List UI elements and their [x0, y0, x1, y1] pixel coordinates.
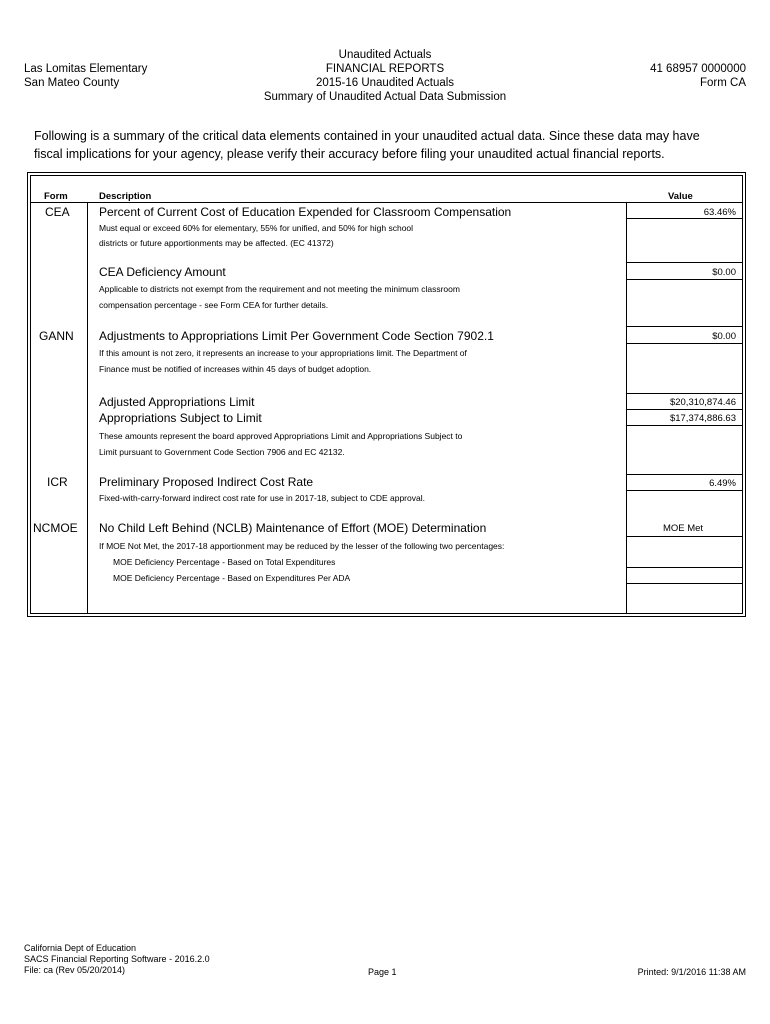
- gann-title: Adjustments to Appropriations Limit Per Government Code Section 7902.1: [99, 329, 494, 343]
- form-code-cea: CEA: [45, 205, 70, 219]
- gann-note-1: If this amount is not zero, it represents an increase to your appropriations limit. The Department of: [99, 348, 467, 358]
- cea-deficiency-value: $0.00: [712, 267, 736, 278]
- cea-note-1: Must equal or exceed 60% for elementary, 55% for unified, and 50% for high school: [99, 223, 414, 233]
- icr-value: 6.49%: [709, 478, 736, 489]
- adjusted-limit-title: Adjusted Appropriations Limit: [99, 395, 255, 409]
- cea-note-2: districts or future apportionments may be affected. (EC 41372): [99, 238, 334, 248]
- ncmoe-title: No Child Left Behind (NCLB) Maintenance of Effort (MOE) Determination: [99, 521, 487, 535]
- printed-timestamp: Printed: 9/1/2016 11:38 AM: [637, 967, 746, 977]
- value-column-divider: [626, 202, 627, 614]
- adjusted-limit-value: $20,310,874.46: [669, 397, 736, 408]
- cea-def-value-rule: [626, 279, 743, 280]
- county-name: San Mateo County: [24, 77, 120, 89]
- report-title-3: 2015-16 Unaudited Actuals: [315, 77, 455, 89]
- adjusted-limit-note-1: These amounts represent the board approved Appropriations Limit and Appropriations Subject to: [99, 431, 463, 441]
- col-value-header: Value: [668, 191, 693, 202]
- gann-value-rule: [626, 343, 743, 344]
- subject-limit-value-rule: [626, 425, 743, 426]
- intro-line-1: Following is a summary of the critical data elements contained in your unaudited actual data. Since these data may have: [34, 129, 700, 143]
- cea-deficiency-title: CEA Deficiency Amount: [99, 265, 226, 279]
- icr-title: Preliminary Proposed Indirect Cost Rate: [99, 475, 314, 489]
- page-number: Page 1: [368, 967, 397, 977]
- icr-value-top: [626, 474, 743, 475]
- header-rule: [30, 202, 743, 203]
- ncmoe-value: MOE Met: [662, 523, 704, 534]
- gann-value: $0.00: [712, 331, 736, 342]
- gann-value-top: [626, 326, 743, 327]
- col-description-header: Description: [99, 191, 152, 202]
- report-title-1: Unaudited Actuals: [338, 49, 432, 61]
- cds-code: 41 68957 0000000: [650, 63, 746, 75]
- cea-value: 63.46%: [703, 207, 736, 218]
- ncmoe-item-2: MOE Deficiency Percentage - Based on Expenditures Per ADA: [113, 573, 351, 583]
- district-name: Las Lomitas Elementary: [24, 63, 148, 75]
- cea-value-rule: [626, 218, 743, 219]
- subject-to-limit-title: Appropriations Subject to Limit: [99, 411, 262, 425]
- ncmoe-item2-rule: [626, 583, 743, 584]
- report-title-4: Summary of Unaudited Actual Data Submission: [263, 91, 507, 103]
- ncmoe-note: If MOE Not Met, the 2017-18 apportionment may be reduced by the lesser of the following two percentages:: [99, 541, 505, 551]
- cea-title: Percent of Current Cost of Education Expended for Classroom Compensation: [99, 205, 512, 219]
- report-title-2: FINANCIAL REPORTS: [325, 63, 445, 75]
- form-code-ncmoe: NCMOE: [33, 521, 78, 535]
- form-id: Form CA: [700, 77, 746, 89]
- icr-value-rule: [626, 490, 743, 491]
- adj-limit-value-top: [626, 393, 743, 394]
- ncmoe-value-rule: [626, 536, 743, 537]
- ncmoe-item1-rule: [626, 567, 743, 568]
- subject-to-limit-value: $17,374,886.63: [669, 413, 736, 424]
- adjusted-limit-note-2: Limit pursuant to Government Code Section 7906 and EC 42132.: [99, 447, 345, 457]
- ncmoe-item-1: MOE Deficiency Percentage - Based on Total Expenditures: [113, 557, 336, 567]
- adj-limit-value-rule: [626, 409, 743, 410]
- form-code-gann: GANN: [39, 329, 74, 343]
- cea-def-value-top: [626, 262, 743, 263]
- icr-note: Fixed-with-carry-forward indirect cost rate for use in 2017-18, subject to CDE approval.: [99, 493, 425, 503]
- form-code-icr: ICR: [47, 475, 68, 489]
- gann-note-2: Finance must be notified of increases within 45 days of budget adoption.: [99, 364, 372, 374]
- form-column-divider: [87, 202, 88, 614]
- intro-line-2: fiscal implications for your agency, please verify their accuracy before filing your unaudited actual financial reports.: [34, 147, 665, 161]
- footer-line-2: SACS Financial Reporting Software - 2016.2.0: [24, 954, 210, 964]
- col-form-header: Form: [44, 191, 68, 202]
- cea-deficiency-note-2: compensation percentage - see Form CEA for further details.: [99, 300, 329, 310]
- cea-deficiency-note-1: Applicable to districts not exempt from the requirement and not meeting the minimum classroom: [99, 284, 460, 294]
- footer-line-3: File: ca (Rev 05/20/2014): [24, 965, 126, 975]
- footer-line-1: California Dept of Education: [24, 943, 137, 953]
